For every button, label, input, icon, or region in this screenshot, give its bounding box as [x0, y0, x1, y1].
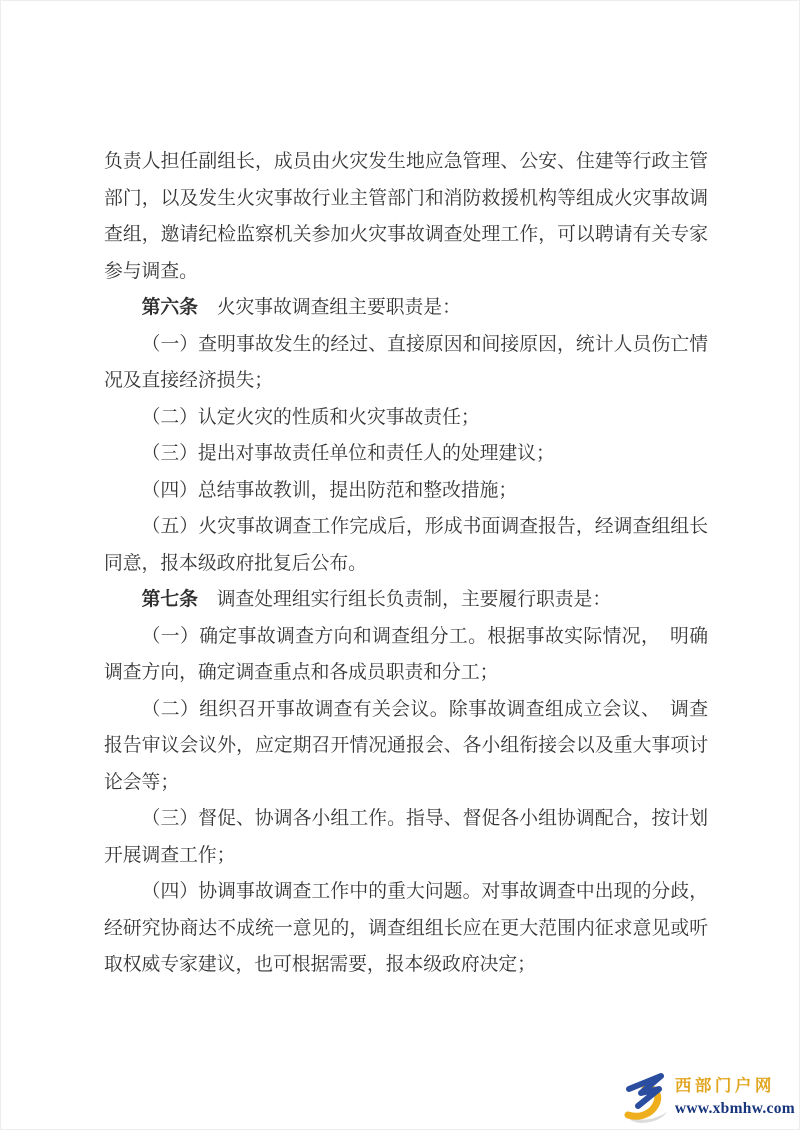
document-paragraph: 负责人担任副组长，成员由火灾发生地应急管理、公安、住建等行政主管部门，以及发生火灾事故行业主管部门和消防救援机构等组成火灾事故调查组，邀请纪检监察机关参加火灾事故调查处理工作，可以聘请有关专家参与调查。 [104, 150, 708, 281]
document-paragraph: （三）提出对事故责任单位和责任人的处理建议； [141, 442, 555, 463]
document-paragraph: （四）总结事故教训，提出防范和整改措施； [141, 478, 518, 500]
document-paragraph: （三）督促、协调各小组工作。指导、督促各小组协调配合，按计划开展调查工作； [104, 807, 708, 865]
document-paragraph: 第七条 调查处理组实行组长负责制，主要履行职责是： [141, 588, 612, 609]
document-paragraph: （五）火灾事故调查工作完成后，形成书面调查报告，经调查组组长同意，报本级政府批复后公布。 [104, 515, 708, 573]
watermark-text-block [675, 1075, 795, 1119]
xbmhw-swoosh-icon [620, 1070, 672, 1124]
document-paragraph: 第六条 火灾事故调查组主要职责是： [141, 296, 461, 317]
document-paragraph: （二）认定火灾的性质和火灾事故责任； [141, 405, 480, 427]
document-body [104, 143, 708, 983]
site-watermark [620, 1070, 795, 1124]
document-paragraph: （二）组织召开事故调查有关会议。除事故调查组成立会议、 调查报告审议会议外，应定期召开情况通报会、各小组衔接会以及重大事项讨论会等； [104, 697, 708, 792]
watermark-site-url: www.xbmhw.com [674, 1100, 795, 1117]
document-paragraph: （一）确定事故调查方向和调查组分工。根据事故实际情况， 明确调查方向，确定调查重点和各成员职责和分工； [104, 624, 708, 682]
article-number: 第六条 [141, 296, 198, 317]
article-number: 第七条 [141, 588, 198, 609]
document-paragraph: （四）协调事故调查工作中的重大问题。对事故调查中出现的分歧，经研究协商达不成统一意见的，调查组组长应在更大范围内征求意见或听取权威专家建议，也可根据需要，报本级政府决定； [104, 880, 708, 974]
document-paragraph: （一）查明事故发生的经过、直接原因和间接原因，统计人员伤亡情况及直接经济损失； [104, 332, 708, 390]
watermark-site-name: 西部门户网 [674, 1077, 775, 1095]
